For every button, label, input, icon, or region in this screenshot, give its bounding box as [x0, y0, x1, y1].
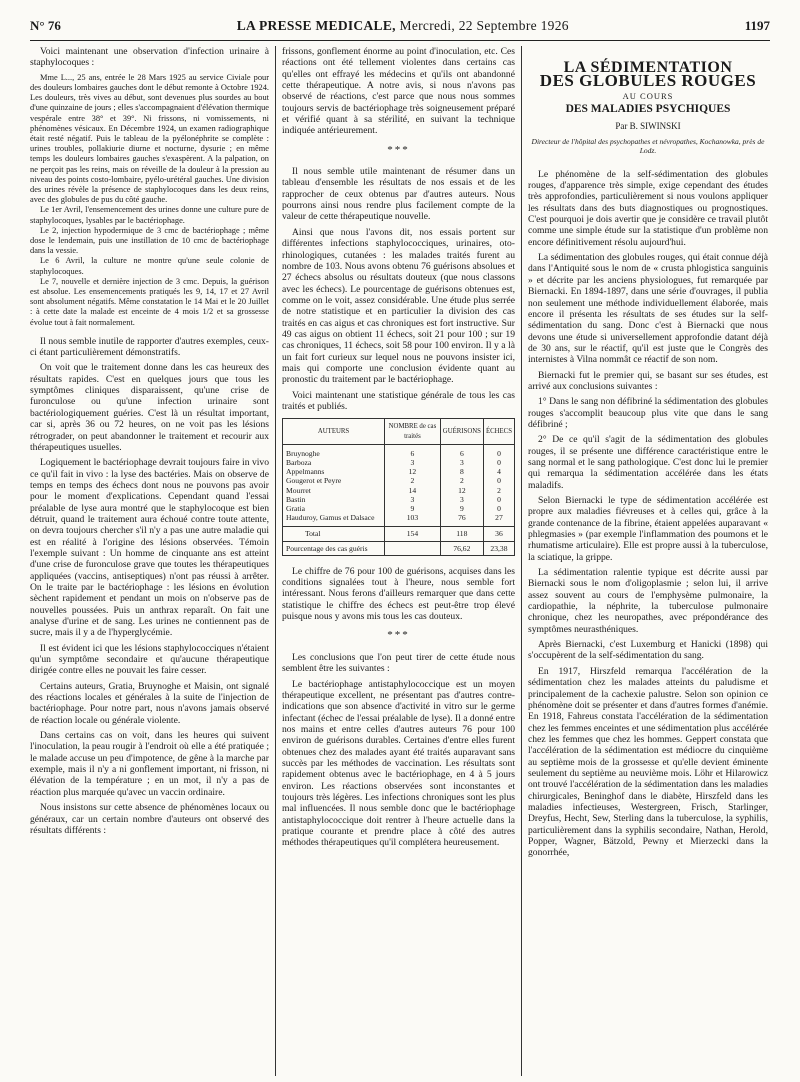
paragraph: Il nous semble inutile de rapporter d'autres exemples, ceux-ci étant particulièrement démonstratifs. [30, 335, 269, 359]
paragraph: La sédimentation ralentie typique est décrite aussi par Biernacki sous le nom d'oligoplasmie ; selon lui, il arrive assez souvent au cours de l'emphysème pulmonaire, la cardiopathie, la néphrite, la tuberculose pulmonaire chronique, chez les neuropathes, avec prépondérance des symptômes neurasthéniques. [528, 567, 768, 635]
paragraph: Il nous semble utile maintenant de résumer dans un tableau d'ensemble les résultats de nos essais et de les rapprocher de ceux obtenus par d'autres auteurs. Nous pourrons ainsi nous rendre plus facilement compte de la valeur de cette thérapeutique nouvelle. [282, 166, 515, 223]
paragraph: Les conclusions que l'on peut tirer de cette étude nous semblent être les suivantes : [282, 651, 515, 675]
paragraph: Biernacki fut le premier qui, se basant sur ses études, est arrivé aux conclusions suivantes : [528, 369, 768, 392]
paragraph: Après Biernacki, c'est Luxemburg et Hanicki (1898) qui s'occupèrent de la self-sédimentation du sang. [528, 639, 768, 662]
issue-number: N° 76 [30, 18, 61, 33]
observation-text: Mme L..., 25 ans, entrée le 28 Mars 1925 au service Civiale pour des douleurs lombaires gauches dont le début remonte à Octobre 1924. Les douleurs, très vives au début, sont devenues plus sourdes au bout d'une quinzaine de jours ; elles s'accompagnaient d'élévation thermique vespérale entre 38° et 39°. Ni frissons, ni vomissements, ni phénomènes vésicaux. En Décembre 1924, un examen radiographique était resté négatif. Puis le tableau de la pyélonéphrite se complète : urines troubles, pollakiurie diurne et nocturne, dysurie ; en même temps les douleurs lombaires gauches s'exaspèrent. A la palpation, on ne perçoit pas les reins, mais on réveille de la douleur à la pression au niveau des points costo-lombaire, pyélo-urétéral gauches. Une division des urines révèle la présence de staphylocoques dans les deux reins, avec des globules de pus du côté gauche. [30, 72, 269, 205]
paragraph: Le chiffre de 76 pour 100 de guérisons, acquises dans les conditions signalées tout à l'heure, nous semble fort intéressant. Nous ferons d'ailleurs remarquer que dans cette statistique le chiffre des échecs est peut-être trop élevé puisque nous y avons mis tous les cas douteux. [282, 565, 515, 623]
journal-title: LA PRESSE MEDICALE, [236, 18, 396, 33]
page-number: 1197 [744, 18, 770, 33]
paragraph: On voit que le traitement donne dans les cas heureux des résultats rapides. C'est en quelques jours que tous les symptômes cliniques disparaissent, qu'une crise de furonculose ou qu'une infection urinaire sont bactériologiquement guéries. C'est là un résultat important, car si, après 36 ou 72 heures, on ne voit pas les lésions rétrograder, on peut abandonner le traitement et recourir aux thérapeutiques usuelles. [30, 362, 269, 453]
paragraph: Il est évident ici que les lésions staphylococciques n'étaient qu'un symptôme secondaire et qu'aucune thérapeutique dirigée contre elles ne pouvait les faire cesser. [30, 642, 269, 677]
paragraph: Ainsi que nous l'avons dit, nos essais portent sur différentes infections staphylococciques, urinaires, oto-rhinologiques, cutanées : les malades traités furent au nombre de 103. Nous avons obtenu 76 guérisons absolues et 27 échecs absolus ou résultats douteux (que nous classons avec les échecs). Le pourcentage de guérisons obtenues est, comme on le voit, assez considérable. Une étude plus serrée de notre statistique et en particulier la division des cas traités en cas aigus et cas chroniques est fort instructive. Sur 49 cas aigus on obtient 11 échecs, soit 21 pour 100 ; sur 19 cas chroniques, 11 échecs, soit 58 pour 100 environ. Il y a là un fait fort curieux sur lequel nous ne pouvons insister ici, mais qui comporte une conclusion évidente quant au pronostic du traitement par le bactériophage. [282, 226, 515, 386]
paragraph: Selon Biernacki le type de sédimentation accélérée est propre aux maladies fiévreuses et à celles qui, grâce à la grande contenance de la fibrine, étaient appelées auparavant « phlegmasies » (par exemple l'inflammation des poumons et le rhumatisme articulaire). Elle est propre aussi à la tuberculose, la sciatique, la grippe. [528, 495, 768, 563]
paragraph: 1° Dans le sang non défibriné la sédimentation des globules rouges s'accomplit beaucoup plus vite que dans le sang défibriné ; [528, 396, 768, 430]
column-3 [528, 46, 768, 1076]
paragraph: Voici maintenant une observation d'infection urinaire à staphylocoques : [30, 46, 269, 69]
table-header: NOMBRE de cas traités [385, 419, 441, 444]
article-title-line-4: DES MALADIES PSYCHIQUES [565, 103, 731, 116]
article-title-line-2: DES GLOBULES ROUGES [539, 71, 757, 91]
table-row: Bastin 3 3 0 [283, 495, 515, 504]
paragraph: Dans certains cas on voit, dans les heures qui suivent l'inoculation, la peau rougir à l'endroit où elle a été pratiquée ; le malade accuse un peu d'impotence, de gêne à la marche par exemple, mais il n'y a ni gonflement important, ni frisson, ni élévation de la température ; en un mot, il n'y a pas de réaction plus marquée qu'avec un vaccin ordinaire. [30, 730, 269, 798]
table-row: Gougerot et Peyre 2 2 0 [283, 476, 515, 485]
article-title-line-1: LA SÉDIMENTATION [563, 59, 733, 76]
page-header [30, 18, 770, 38]
paragraph: 2° De ce qu'il s'agit de la sédimentation des globules rouges, il se présente une différence caractéristique entre le sang normal et le sang pathologique. C'est donc lui le premier qui remarqua la sédimentation accélérée dans les états maladifs. [528, 434, 768, 491]
table-row: Hauduroy, Gamus et Dalsace 103 76 27 [283, 513, 515, 527]
journal-masthead [237, 18, 569, 34]
table-row: Barboza 3 3 0 [283, 458, 515, 467]
table-row: Mourret 14 12 2 [283, 486, 515, 495]
paragraph: Voici maintenant une statistique générale de tous les cas traités et publiés. [282, 389, 515, 412]
column-divider-1 [275, 46, 276, 1076]
paragraph: Logiquement le bactériophage devrait toujours faire in vivo ce qu'il fait in vivo : la lyse des bactéries. Mais on observe de temps en temps des échecs dont nous ne pouvons pas avoir pour le moment d'explications. Cependant quand l'essai préalable de lyse aura montré que le staphylocoque est bien détruit, quand le traitement aura échoué contre toute attente, on devra toujours chercher s'il n'y a pas une autre maladie qui est en réalité à l'origine des lésions observées. Témoin l'exemple suivant : Un homme de cinquante ans est atteint d'une crise de furonculose grave que toutes les thérapeutiques appliquées (vaccins, antiseptiques) n'ont pas réussi à arrêter. On le traite par le bactériophage : les lésions en évolution sèchent rapidement et pendant un mois on n'observe pas de nouvelles poussées. Puis un anthrax reparaît. On fait une analyse d'urine et de sang. Les urines ne contiennent pas de sucre, mais il y a de l'hyperglycémie. [30, 457, 269, 639]
header-rule [30, 40, 770, 41]
article-author: Par B. SIWINSKI [615, 121, 681, 132]
table-header: GUÉRISONS [440, 419, 483, 444]
table-total-row: Total 154 118 36 [283, 527, 515, 541]
column-2 [282, 46, 515, 1076]
author-affiliation: Directeur de l'hôpital des psychopathes et névropathes, Kochanowka, près de Lodz. [531, 136, 765, 155]
article-title-line-3: AU COURS [622, 90, 674, 101]
table-header: ÉCHECS [483, 419, 514, 444]
table-header-row [283, 419, 515, 444]
section-separator: *** [387, 143, 410, 156]
observation-text: Le 2, injection hypodermique de 3 cmc de bactériophage ; même dose le lendemain, puis une instillation de 10 cmc de bactériophage dans la vessie. [30, 225, 269, 256]
paragraph: La sédimentation des globules rouges, qui était connue déjà dans l'Antiquité sous le nom de « crusta phlogistica sanguinis » et décrite par les anciens physiologues, fut remarquée par Biernacki. En 1894-1897, dans une série d'ouvrages, il publia non seulement une méthode individuellement élaborée, mais encore il présenta les résultats de ses études sur la self-sédimentation du sang. Donc c'est à Biernacki que nous devons une étude si universellement approfondie datant déjà de 30 ans, sur le réactif, qu'il est juste que le Congrès des internistes à Vilna nommât ce réactif de son nom. [528, 252, 768, 366]
paragraph: Certains auteurs, Gratia, Bruynoghe et Maisin, ont signalé des réactions locales et générales à la suite de l'injection de bactériophage. Pour notre part, nous n'avons jamais observé de réaction locale ou générale violente. [30, 680, 269, 726]
column-1 [30, 46, 269, 1076]
table-row: Appelmanns 12 8 4 [283, 467, 515, 476]
paragraph: frissons, gonflement énorme au point d'inoculation, etc. Ces réactions ont été tellement violentes dans certains cas qu'elles ont effrayé les médecins et qu'ils ont abandonné cette thérapeutique. A notre avis, si nous n'avons pas observé de réactions, c'est parce que nous nous sommes toujours servis de bactériophage très soigneusement préparé et vérifié quant à sa stérilité, en suivant la technique indiquée antérieurement. [282, 46, 515, 137]
paragraph: Le phénomène de la self-sédimentation des globules rouges, d'apparence très simple, exige cependant des études très approfondies, particulièrement si nous voulons appliquer les résultats dans des buts diagnostiques ou prognostiques. C'est pourquoi je dois avertir que je considère ce travail plutôt comme une simple étude sur la statistique d'un problème non encore définitivement résolu aujourd'hui. [528, 168, 768, 248]
observation-text: Le 1er Avril, l'ensemencement des urines donne une culture pure de staphylocoques, lysables par le bactériophage. [30, 205, 269, 225]
observation-text: Le 7, nouvelle et dernière injection de 3 cmc. Depuis, la guérison est absolue. Les ensemencements pratiqués les 9, 14, 17 et 27 Avril sont absolument négatifs. Même constatation le 14 Mai et le 20 Juillet : à cette date la malade est enceinte de 4 mois 1/2 et sa grossesse évolue tout à fait normalement. [30, 276, 269, 327]
paragraph: En 1917, Hirszfeld remarqua l'accélération de la sédimentation chez les malades atteints du paludisme et principalement de la cachexie palustre. Selon son opinion ce phénomène doit se présenter et dans d'autres formes d'anémie. En 1918, Fahreus constata l'accélération de la sédimentation chez les femmes enceintes et une sédimentation plus accélérée chez les femmes que chez les hommes. Geppert constata que l'accélération de la sédimentation est médiocre du cinquième au septième mois de la grossesse et qu'elle devient éminente seulement du septième au neuvième mois. Löhr et Hilarowicz ont trouvé l'accélération de la sédimentation dans les maladies chirurgicales, Beninghof dans le diabète, Hirszfeld dans les maladies infectieuses, Westergreen, Frisch, Starlinger, Dreyfus, Hecht, Sew, Sterling dans la tuberculose, la syphilis, particulièrement dans la syphilis secondaire, Nathan, Herold, Popper, Wagner, Bätzold, Pewny et Mierzecki dans la gonorrhée, [528, 665, 768, 859]
table-percentage-row: Pourcentage des cas guéris 76,62 23,38 [283, 541, 515, 555]
table-header: AUTEURS [283, 419, 385, 444]
table-row: Gratia 9 9 0 [283, 504, 515, 513]
observation-text: Le 6 Avril, la culture ne montre qu'une seule colonie de staphylocoques. [30, 256, 269, 276]
table-row: Bruynoghe 6 6 0 [283, 444, 515, 458]
section-separator: *** [387, 629, 410, 642]
column-divider-2 [521, 46, 522, 1076]
results-table [282, 418, 515, 555]
paragraph: Le bactériophage antistaphylococcique est un moyen thérapeutique excellent, ne présentant pas d'autres contre-indications que son absence d'activité in vitro sur le germe infectant (échec de l'essai préalable de lyse). Il a donné entre nos mains et entre celles d'autres auteurs 76 pour 100 environ de guérisons durables. Certaines d'entre elles furent obtenues chez des malades ayant été traités auparavant sans succès par les méthodes de vaccination. Les résultats sont rapidement obtenus avec le bactériophage, en 4 à 5 jours environ. Les réactions observées sont inconstantes et toujours très légères. Les infections chroniques sont les plus mal influencées. Il nous semble donc que le bactériophage antistaphylococcique doit rentrer à l'heure actuelle dans la pratique courante et prendre place à côté des autres méthodes thérapeutiques qu'il complétera heureusement. [282, 678, 515, 849]
paragraph: Nous insistons sur cette absence de phénomènes locaux ou généraux, car un certain nombre d'auteurs ont observé des résultats différents : [30, 802, 269, 836]
issue-date: Mercredi, 22 Septembre 1926 [399, 18, 569, 33]
